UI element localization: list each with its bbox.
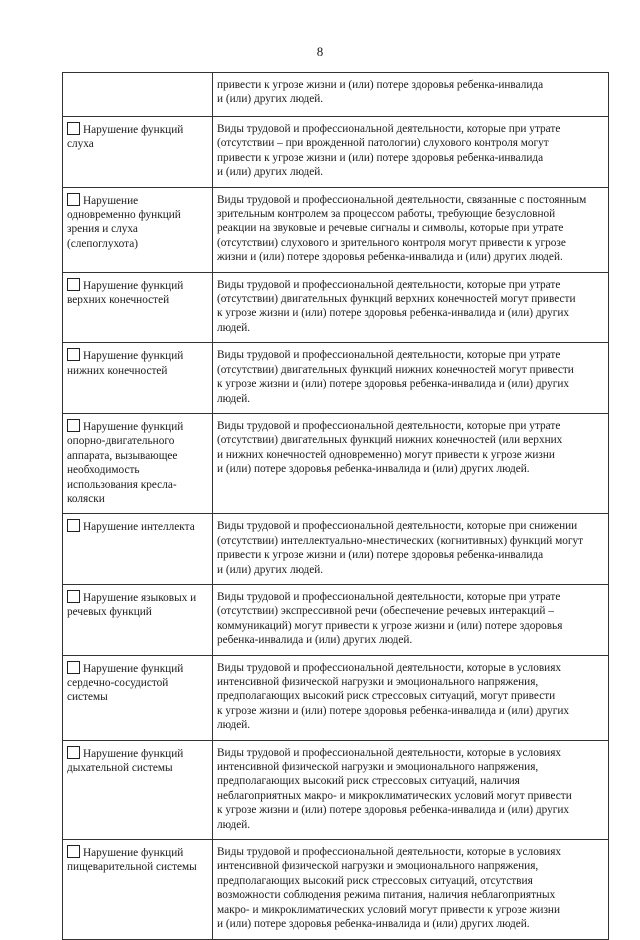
category-cell: [63, 343, 213, 414]
category-cell: [63, 514, 213, 585]
restrictions-table: [62, 72, 609, 940]
category-label: Нарушение функций нижних конечностей: [67, 350, 184, 377]
checkbox-upper-limbs[interactable]: [67, 278, 80, 291]
table-row: [63, 655, 609, 740]
category-label: Нарушение языковых и речевых функций: [67, 591, 197, 619]
category-cell: [63, 117, 213, 188]
category-label: Нарушение функций верхних конечностей: [67, 279, 184, 307]
category-cell: [63, 740, 213, 839]
checkbox-digestive[interactable]: [67, 845, 80, 858]
table-row: [63, 740, 609, 839]
page-number: 8: [316, 44, 324, 59]
category-cell: [63, 584, 213, 655]
category-label: Нарушение функций опорно-двигательного аппарата, вызывающее необходимость использования кресла-коляски: [67, 420, 184, 505]
description-cell: Виды трудовой и профессиональной деятельности, которые при утрате (отсутствии) двигательных функций верхних конечностей могут привести к угрозе жизни и (или) потере здоровья ребенка-инвалида и (или) других людей.: [213, 272, 609, 343]
table-row: [63, 343, 609, 414]
table-row: [63, 117, 609, 188]
description-cell: Виды трудовой и профессиональной деятельности, которые в условиях интенсивной физической нагрузки и эмоционального напряжения, предполагающих высокий риск стрессовых ситуаций, могут привести к угрозе жизни и (или) потере здоровья ребенка-инвалида и (или) других людей.: [213, 655, 609, 740]
table-row: [63, 187, 609, 272]
category-label: Нарушение функций сердечно-сосудистой системы: [67, 662, 184, 704]
category-cell: [63, 73, 213, 117]
checkbox-intellect[interactable]: [67, 519, 80, 532]
category-label: Нарушение функций слуха: [67, 124, 184, 151]
table-row: [63, 514, 609, 585]
category-label: Нарушение одновременно функций зрения и слуха (слепоглухота): [67, 194, 181, 250]
checkbox-lower-limbs[interactable]: [67, 348, 80, 361]
description-cell: Виды трудовой и профессиональной деятельности, связанные с постоянным зрительным контролем за процессом работы, требующие безусловной реакции на звуковые и речевые сигналы и символы, которые при утрате (отсутствии) слухового и зрительного контроля могут привести к угрозе жизни и (или) потере здоровья ребенка-инвалида и (или) других людей.: [213, 187, 609, 272]
category-cell: [63, 655, 213, 740]
description-cell: Виды трудовой и профессиональной деятельности, которые при утрате (отсутствии – при врожденной патологии) слухового контроля могут привести к угрозе жизни и (или) потере здоровья ребенка-инвалида и (или) других людей.: [213, 117, 609, 188]
table-row: [63, 73, 609, 117]
category-label: Нарушение функций пищеварительной системы: [67, 847, 197, 874]
description-cell: привести к угрозе жизни и (или) потере здоровья ребенка-инвалида и (или) других людей.: [213, 73, 609, 117]
description-cell: Виды трудовой и профессиональной деятельности, которые в условиях интенсивной физической нагрузки и эмоционального напряжения, предполагающих высокий риск стрессовых ситуаций, наличия неблагоприятных макро- и микроклиматических условий могут привести к угрозе жизни и (или) потере здоровья ребенка-инвалида и (или) других людей.: [213, 740, 609, 839]
description-cell: Виды трудовой и профессиональной деятельности, которые при утрате (отсутствии) двигательных функций нижних конечностей могут привести к угрозе жизни и (или) потере здоровья ребенка-инвалида и (или) других людей.: [213, 343, 609, 414]
checkbox-cardiovascular[interactable]: [67, 661, 80, 674]
category-cell: [63, 840, 213, 939]
checkbox-speech[interactable]: [67, 590, 80, 603]
category-label: Нарушение функций дыхательной системы: [67, 747, 184, 775]
category-cell: [63, 187, 213, 272]
checkbox-respiratory[interactable]: [67, 746, 80, 759]
checkbox-musculoskeletal[interactable]: [67, 419, 80, 432]
checkbox-deafblind[interactable]: [67, 193, 80, 206]
description-cell: Виды трудовой и профессиональной деятельности, которые при утрате (отсутствии) двигательных функций нижних конечностей (или верхних и нижних конечностей одновременно) могут привести к угрозе жизни и (или) потере здоровья ребенка-инвалида и (или) других людей.: [213, 413, 609, 513]
description-cell: Виды трудовой и профессиональной деятельности, которые при утрате (отсутствии) экспрессивной речи (обеспечение речевых интеракций – коммуникаций) могут привести к угрозе жизни и (или) потере здоровья ребенка-инвалида и (или) других людей.: [213, 584, 609, 655]
category-cell: [63, 413, 213, 513]
description-cell: Виды трудовой и профессиональной деятельности, которые при снижении (отсутствии) интеллектуально-мнестических (когнитивных) функций могут привести к угрозе жизни и (или) потере здоровья ребенка-инвалида и (или) других людей.: [213, 514, 609, 585]
category-cell: [63, 272, 213, 343]
table-row: [63, 272, 609, 343]
table-row: [63, 840, 609, 939]
description-cell: Виды трудовой и профессиональной деятельности, которые в условиях интенсивной физической нагрузки и эмоционального напряжения, предполагающих высокий риск стрессовых ситуаций, отсутствия возможности соблюдения режима питания, наличия неблагоприятных макро- и микроклиматических условий могут привести к угрозе жизни и (или) потере здоровья ребенка-инвалида и (или) других людей.: [213, 840, 609, 939]
category-label: Нарушение интеллекта: [83, 521, 195, 534]
table-row: [63, 584, 609, 655]
checkbox-hearing[interactable]: [67, 122, 80, 135]
table-row: [63, 413, 609, 513]
